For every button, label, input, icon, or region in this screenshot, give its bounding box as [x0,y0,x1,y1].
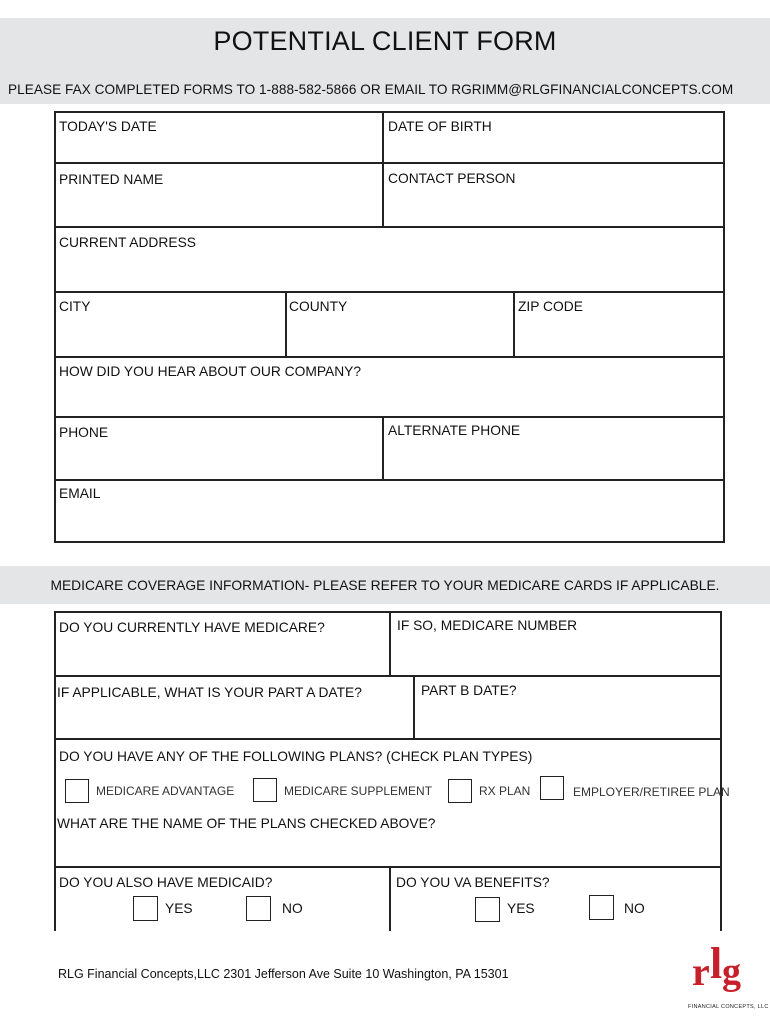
company-logo [688,939,769,1016]
medicaid-no-checkbox[interactable] [246,896,271,921]
va-no-label: NO [624,901,645,916]
todays-date-label: TODAY'S DATE [59,119,157,134]
va-yes-label: YES [507,901,535,916]
medicare-supplement-label: MEDICARE SUPPLEMENT [284,784,433,798]
rx-plan-checkbox[interactable] [448,779,472,803]
company-address-footer: RLG Financial Concepts,LLC 2301 Jefferson Ave Suite 10 Washington, PA 15301 [58,967,509,981]
medicaid-yes-label: YES [165,901,193,916]
zip-code-label: ZIP CODE [518,299,583,314]
alternate-phone-label: ALTERNATE PHONE [388,423,521,438]
part-b-date-label: PART B DATE? [421,683,517,698]
medicaid-yes-checkbox[interactable] [133,896,158,921]
current-address-label: CURRENT ADDRESS [59,235,196,250]
logo-letter-g: g [722,951,741,993]
email-label: EMAIL [59,486,101,501]
printed-name-label: PRINTED NAME [59,172,164,187]
va-no-checkbox[interactable] [589,895,614,920]
submission-instructions: PLEASE FAX COMPLETED FORMS TO 1-888-582-5866 OR EMAIL TO RGRIMM@RLGFINANCIALCONCEPTS.COM [8,82,734,97]
logo-tagline: FINANCIAL CONCEPTS, LLC [688,1004,769,1010]
plans-question-label: DO YOU HAVE ANY OF THE FOLLOWING PLANS? (CHECK PLAN TYPES) [59,749,533,764]
county-label: COUNTY [289,299,348,314]
medicare-advantage-label: MEDICARE ADVANTAGE [96,784,235,798]
rx-plan-label: RX PLAN [479,784,531,798]
contact-person-label: CONTACT PERSON [388,171,516,186]
plan-names-label: WHAT ARE THE NAME OF THE PLANS CHECKED ABOVE? [57,816,436,831]
have-medicare-label: DO YOU CURRENTLY HAVE MEDICARE? [59,620,325,635]
medicare-advantage-checkbox[interactable] [65,779,89,803]
medicare-supplement-checkbox[interactable] [253,778,277,802]
email-field[interactable] [56,481,723,541]
date-of-birth-label: DATE OF BIRTH [388,119,492,134]
form-title: POTENTIAL CLIENT FORM [213,26,557,56]
logo-letter-r: r [692,949,710,994]
va-question-label: DO YOU VA BENEFITS? [396,875,550,890]
part-a-date-label: IF APPLICABLE, WHAT IS YOUR PART A DATE? [57,685,362,700]
city-label: CITY [59,299,91,314]
employer-retiree-plan-checkbox[interactable] [540,776,564,800]
how-heard-label: HOW DID YOU HEAR ABOUT OUR COMPANY? [59,364,362,379]
medicare-section-header: MEDICARE COVERAGE INFORMATION- PLEASE REFER TO YOUR MEDICARE CARDS IF APPLICABLE. [50,578,720,593]
logo-letter-l: l [710,939,723,988]
phone-label: PHONE [59,425,109,440]
employer-retiree-plan-label: EMPLOYER/RETIREE PLAN [573,785,730,799]
va-yes-checkbox[interactable] [475,897,500,922]
medicaid-question-label: DO YOU ALSO HAVE MEDICAID? [59,875,273,890]
medicaid-no-label: NO [282,901,303,916]
medicare-number-label: IF SO, MEDICARE NUMBER [397,618,578,633]
